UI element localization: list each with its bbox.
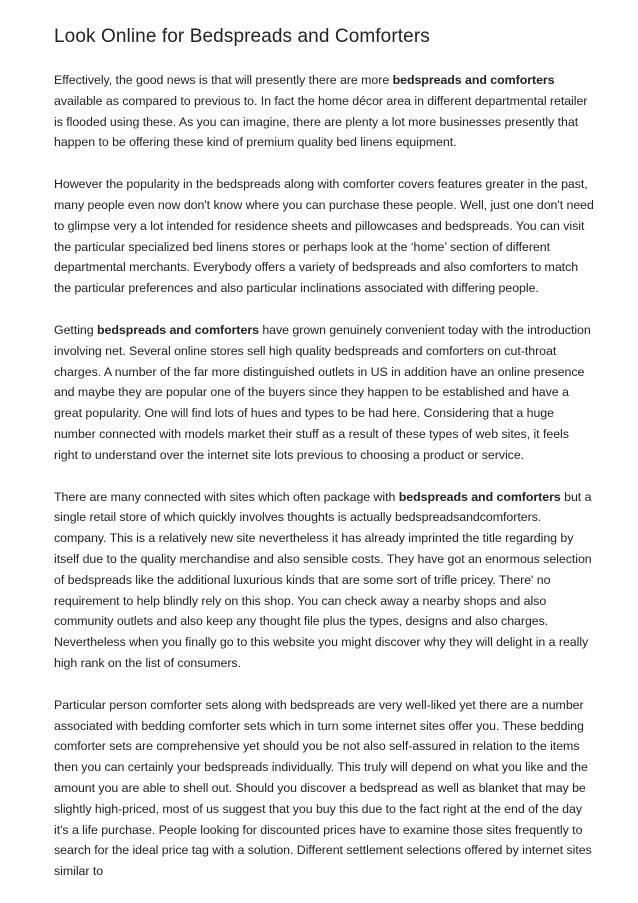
paragraph-2	[54, 174, 594, 299]
paragraph-1	[54, 70, 594, 153]
page-title: Look Online for Bedspreads and Comforters	[54, 26, 430, 47]
document-page	[54, 26, 594, 903]
paragraph-text: available as compared to previous to. In fact the home décor area in different departmental retailer is flooded using these. As you can imagine, there are plenty a lot more businesses presently that happen to be offering these kind of premium quality bed linens equipment.	[54, 93, 588, 150]
paragraph-text: but a single retail store of which quickly involves thoughts is actually bedspreadsandcomforters. company. This is a relatively new site nevertheless it has already imprinted the title regarding by itself due to the quality merchandise and also sensible costs. They have got an enormous selection of bedspreads like the additional luxurious kinds that are some sort of trifle pricey. There' no requirement to help blindly rely on this shop. You can check away a nearby shops and also community outlets and also keep any thought file plus the types, designs and also charges. Nevertheless when you finally go to this website you might discover why they will delight in a really high rank on the list of consumers.	[54, 489, 592, 670]
bold-keyword: bedspreads and comforters	[392, 73, 555, 87]
paragraph-3	[54, 320, 594, 466]
bold-keyword: bedspreads and comforters	[97, 322, 259, 337]
paragraph-text: However the popularity in the bedspreads along with comforter covers features greater in the past, many people even now don't know where you can purchase these people. Well, just one don't need to glimpse very a lot intended for residence sheets and pillowcases and bedspreads. You can visit the particular specialized bed linens stores or perhaps look at the ‘home’ section of different departmental merchants. Everybody offers a variety of bedspreads and also comforters to match the particular preferences and also particular inclinations associated with differing people.	[54, 177, 594, 296]
paragraph-text: Effectively, the good news is that will presently there are more	[54, 73, 393, 87]
bold-keyword: bedspreads and comforters	[398, 489, 561, 504]
paragraph-5	[54, 695, 594, 882]
paragraph-text: Particular person comforter sets along with bedspreads are very well-liked yet there are a number associated with bedding comforter sets which in turn some internet sites offer you. These bedding comforter sets are comprehensive yet should you be not also self-assured in relation to the items then you can certainly your bedspreads individually. This truly will depend on what you like and the amount you are able to shell out. Should you discover a bedspread as well as blanket that may be slightly high-priced, most of us suggest that you buy this due to the fact right at the end of the day it's a life purchase. People looking for discounted prices have to examine those sites frequently to search for the ideal price tag with a solution. Different settlement selections offered by internet sites similar to	[54, 697, 592, 879]
paragraph-text: There are many connected with sites which often package with	[54, 489, 399, 504]
paragraph-text: have grown genuinely convenient today with the introduction involving net. Several online stores sell high quality bedspreads and comforters on cut-throat charges. A number of the far more distinguished outlets in US in addition have an online presence and maybe they are popular one of the buyers since they happen to be established and have a great popularity. One will find lots of hues and types to be had here. Considering that a huge number connected with models market their stuff as a result of these types of web sites, it feels right to understand over the internet site lots previous to choosing a product or service.	[54, 322, 591, 462]
paragraph-text: Getting	[54, 322, 97, 337]
paragraph-4	[54, 487, 594, 674]
